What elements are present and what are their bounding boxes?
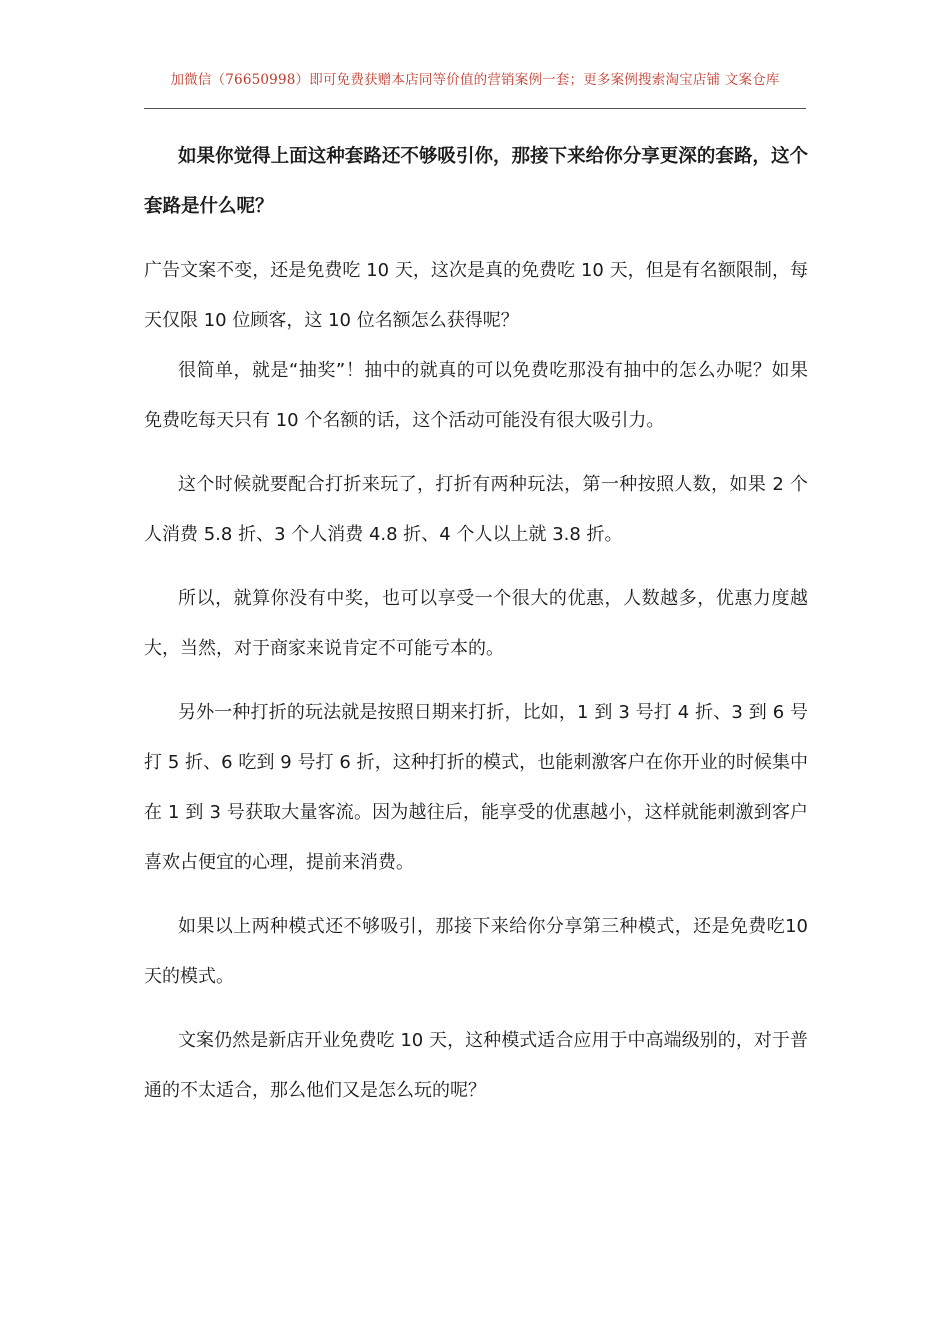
paragraph: 广告文案不变，还是免费吃 10 天，这次是真的免费吃 10 天，但是有名额限制，每天仅限 10 位顾客，这 10 位名额怎么获得呢？ <box>144 260 808 331</box>
header-notice: 加微信（76650998）即可免费获赠本店同等价值的营销案例一套；更多案例搜索淘宝店铺 文案仓库 <box>170 72 780 88</box>
header-divider <box>144 108 806 109</box>
paragraph: 很简单，就是“抽奖”！抽中的就真的可以免费吃那没有抽中的怎么办呢？如果免费吃每天只有 10 个名额的话，这个活动可能没有很大吸引力。 <box>144 360 808 431</box>
article-body <box>144 132 808 1116</box>
paragraph: 如果以上两种模式还不够吸引，那接下来给你分享第三种模式，还是免费吃10 天的模式。 <box>144 916 808 987</box>
paragraph: 所以，就算你没有中奖，也可以享受一个很大的优惠，人数越多，优惠力度越大，当然，对于商家来说肯定不可能亏本的。 <box>144 588 808 659</box>
paragraph: 另外一种打折的玩法就是按照日期来打折，比如，1 到 3 号打 4 折、3 到 6 号打 5 折、6 吃到 9 号打 6 折，这种打折的模式，也能刺激客户在你开业的时候集中在 1 到 3 号获取大量客流。因为越往后，能享受的优惠越小，这样就能刺激到客户喜欢占便宜的心理，提前来消费。 <box>144 702 808 873</box>
section-heading: 如果你觉得上面这种套路还不够吸引你，那接下来给你分享更深的套路，这个套路是什么呢？ <box>144 146 808 217</box>
paragraph: 文案仍然是新店开业免费吃 10 天，这种模式适合应用于中高端级别的，对于普通的不太适合，那么他们又是怎么玩的呢？ <box>144 1030 808 1101</box>
paragraph: 这个时候就要配合打折来玩了，打折有两种玩法，第一种按照人数，如果 2 个人消费 5.8 折、3 个人消费 4.8 折、4 个人以上就 3.8 折。 <box>144 474 808 545</box>
